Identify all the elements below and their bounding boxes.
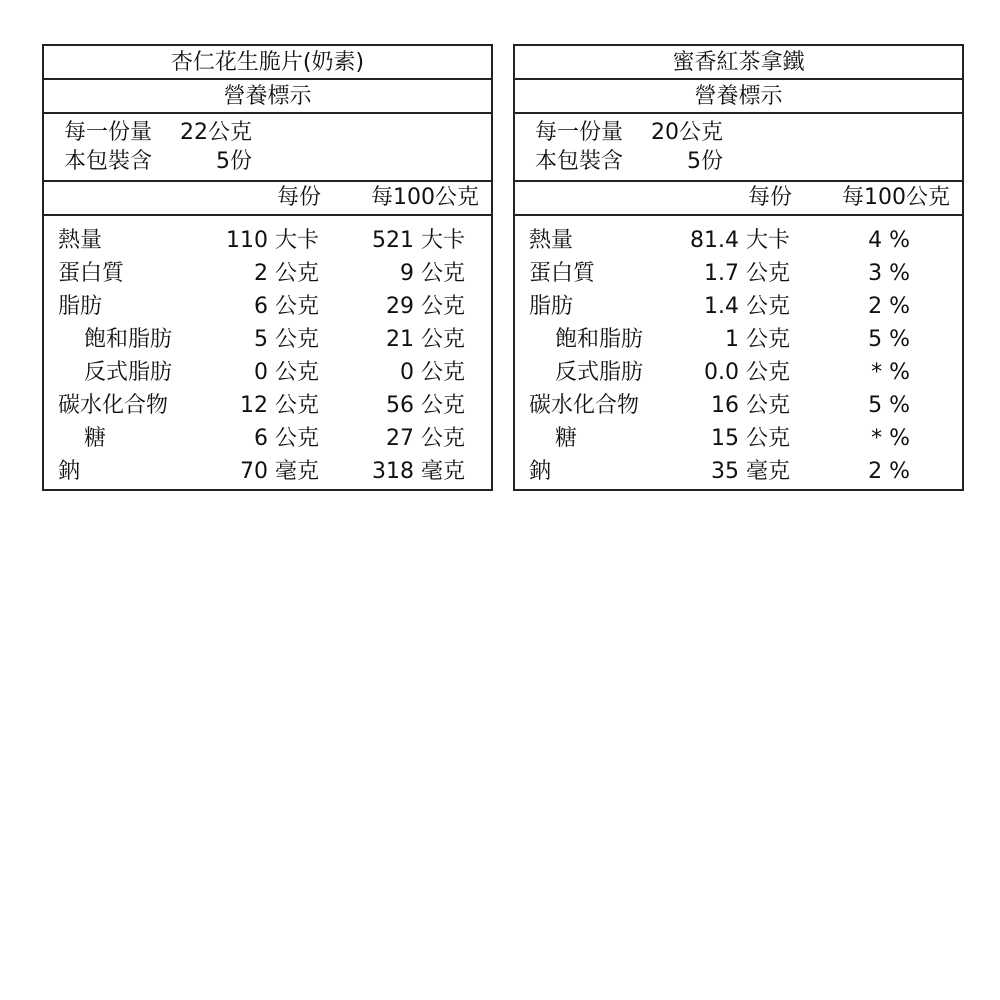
servings-per-package-row: [535, 147, 952, 177]
divider: [515, 214, 962, 216]
per-100g-value: 521 大卡: [372, 228, 465, 253]
nutrient-row-sugar: [44, 422, 491, 455]
per-100g-value: 29 公克: [386, 294, 465, 319]
serving-size-row: [535, 118, 952, 148]
nutrient-row-energy: [515, 224, 962, 257]
per-100g-value: 56 公克: [386, 393, 465, 418]
nutrient-row-carbohydrate: [515, 389, 962, 422]
nutrient-row-fat: [515, 290, 962, 323]
servings-label: 本包裝含: [64, 149, 153, 174]
product-title: 蜜香紅茶拿鐵: [515, 46, 962, 80]
per-serving-value: 81.4 大卡: [690, 228, 790, 253]
nutrient-name: 碳水化合物: [58, 393, 169, 418]
nutrient-row-sodium: [515, 455, 962, 488]
per-serving-value: 6 公克: [254, 294, 319, 319]
nutrient-row-protein: [44, 257, 491, 290]
serving-size-label: 每一份量: [535, 120, 624, 145]
nutrient-name: 脂肪: [58, 294, 103, 319]
per-serving-value: 2 公克: [254, 261, 319, 286]
nutrient-name: 蛋白質: [529, 261, 596, 286]
per-serving-value: 1 公克: [725, 327, 790, 352]
per-serving-value: 70 毫克: [240, 459, 319, 484]
nutrition-label-heading: 營養標示: [44, 80, 491, 114]
daily-value-percent: 2 %: [868, 459, 910, 484]
serving-size-label: 每一份量: [64, 120, 153, 145]
per-serving-value: 6 公克: [254, 426, 319, 451]
nutrient-row-sugar: [515, 422, 962, 455]
servings-per-package-row: [64, 147, 481, 177]
serving-size-row: [64, 118, 481, 148]
servings-label: 本包裝含: [535, 149, 624, 174]
per-serving-value: 12 公克: [240, 393, 319, 418]
nutrient-name: 蛋白質: [58, 261, 125, 286]
daily-value-percent: 4 %: [868, 228, 910, 253]
per-100g-value: 318 毫克: [372, 459, 465, 484]
nutrition-panel-almond: [42, 44, 493, 491]
nutrient-row-saturated-fat: [44, 323, 491, 356]
daily-value-percent: 5 %: [868, 393, 910, 418]
servings-value: 5份: [687, 149, 723, 174]
divider: [44, 214, 491, 216]
per-100g-value: 0 公克: [400, 360, 465, 385]
nutrient-row-trans-fat: [44, 356, 491, 389]
nutrient-name: 鈉: [529, 459, 552, 484]
nutrient-row-trans-fat: [515, 356, 962, 389]
per-serving-header: 每份: [276, 185, 321, 210]
per-100g-header: 每100公克: [371, 185, 479, 210]
per-100g-header: 每100公克: [842, 185, 950, 210]
nutrition-panel-black-tea-latte: [513, 44, 964, 491]
daily-value-percent: 5 %: [868, 327, 910, 352]
nutrient-name: 碳水化合物: [529, 393, 640, 418]
per-serving-value: 1.4 公克: [704, 294, 790, 319]
per-serving-value: 15 公克: [711, 426, 790, 451]
nutrient-name: 熱量: [529, 228, 574, 253]
nutrient-name: 反式脂肪: [84, 360, 173, 385]
product-title: 杏仁花生脆片(奶素): [44, 46, 491, 80]
nutrient-name: 飽和脂肪: [84, 327, 173, 352]
daily-value-percent: * %: [871, 360, 910, 385]
nutrient-row-protein: [515, 257, 962, 290]
servings-value: 5份: [216, 149, 252, 174]
daily-value-percent: 2 %: [868, 294, 910, 319]
per-100g-value: 21 公克: [386, 327, 465, 352]
nutrient-row-carbohydrate: [44, 389, 491, 422]
nutrient-name: 脂肪: [529, 294, 574, 319]
nutrient-name: 鈉: [58, 459, 81, 484]
per-serving-value: 5 公克: [254, 327, 319, 352]
per-100g-value: 27 公克: [386, 426, 465, 451]
per-serving-value: 16 公克: [711, 393, 790, 418]
nutrient-name: 糖: [555, 426, 578, 451]
daily-value-percent: * %: [871, 426, 910, 451]
per-serving-value: 0 公克: [254, 360, 319, 385]
nutrient-row-saturated-fat: [515, 323, 962, 356]
per-serving-value: 35 毫克: [711, 459, 790, 484]
per-serving-value: 110 大卡: [226, 228, 319, 253]
per-serving-value: 1.7 公克: [704, 261, 790, 286]
nutrient-name: 反式脂肪: [555, 360, 644, 385]
per-100g-value: 9 公克: [400, 261, 465, 286]
serving-size-value: 20公克: [651, 120, 723, 145]
nutrient-name: 糖: [84, 426, 107, 451]
per-serving-value: 0.0 公克: [704, 360, 790, 385]
nutrient-name: 飽和脂肪: [555, 327, 644, 352]
per-serving-header: 每份: [747, 185, 792, 210]
daily-value-percent: 3 %: [868, 261, 910, 286]
nutrient-row-fat: [44, 290, 491, 323]
serving-size-value: 22公克: [180, 120, 252, 145]
nutrition-label-heading: 營養標示: [515, 80, 962, 114]
nutrient-row-sodium: [44, 455, 491, 488]
nutrient-row-energy: [44, 224, 491, 257]
nutrient-name: 熱量: [58, 228, 103, 253]
